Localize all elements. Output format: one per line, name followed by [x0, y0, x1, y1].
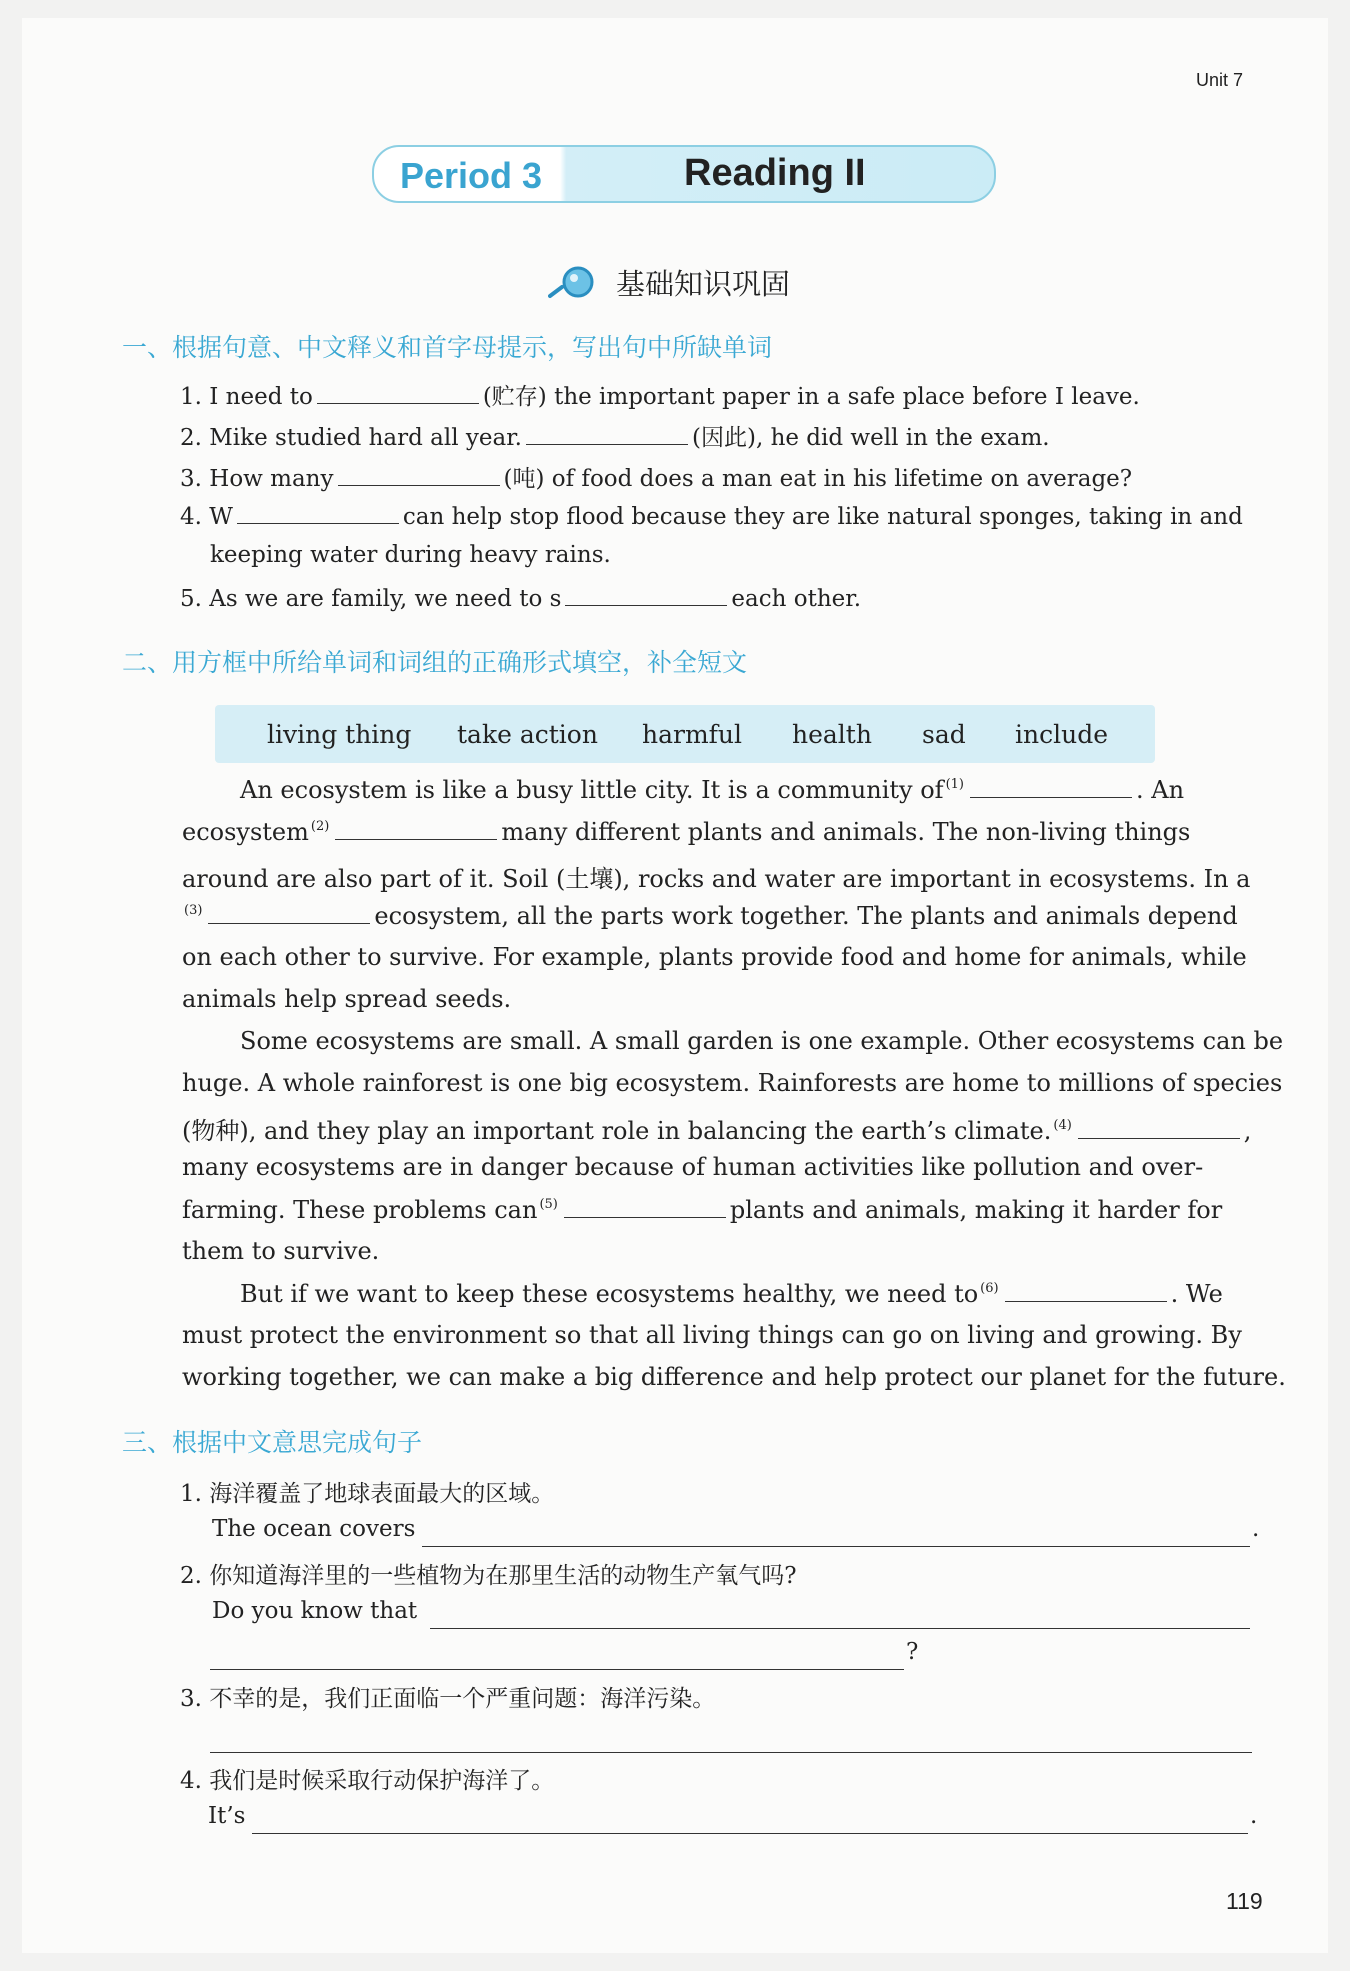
answer-blank[interactable]	[1005, 1279, 1167, 1302]
unit-label: Unit 7	[1196, 70, 1244, 90]
passage-line: Some ecosystems are small. A small garden is one example. Other ecosystems can be	[240, 1027, 1284, 1055]
word-option: sad	[922, 720, 966, 749]
period-label: Period 3	[400, 155, 543, 196]
answer-blank[interactable]	[338, 463, 500, 486]
passage-line: $^{(3)}$ ecosystem, all the parts work together. The plants and animals depend	[184, 902, 1238, 930]
part3-q3: 3. 不幸的是，我们正面临一个严重问题：海洋污染。	[180, 1686, 716, 1712]
word-box	[215, 705, 1155, 763]
magnifier-icon	[548, 264, 598, 304]
part1-item-3: 3. How many (吨) of food does a man eat in his lifetime on average?	[180, 460, 1132, 493]
answer-blank[interactable]	[335, 817, 497, 840]
reading-title: Reading II	[684, 152, 866, 194]
answer-blank[interactable]	[1078, 1116, 1240, 1139]
answer-blank[interactable]	[565, 583, 727, 606]
part2-title: 二、用方框中所给单词和词组的正确形式填空，补全短文	[122, 648, 748, 677]
word-option: harmful	[642, 720, 743, 749]
passage-line: many ecosystems are in danger because of human activities like pollution and over-	[182, 1153, 1204, 1181]
passage-line: huge. A whole rainforest is one big ecosystem. Rainforests are home to millions of species	[182, 1069, 1283, 1097]
passage-line: on each other to survive. For example, plants provide food and home for animals, while	[182, 943, 1247, 971]
answer-line[interactable]	[430, 1627, 1250, 1629]
answer-blank[interactable]	[237, 501, 399, 524]
answer-blank[interactable]	[564, 1195, 726, 1218]
answer-blank[interactable]	[970, 775, 1132, 798]
part1-item-2: 2. Mike studied hard all year. (因此), he did well in the exam.	[180, 419, 1050, 452]
part1-item-4: 4. W can help stop flood because they are like natural sponges, taking in and	[180, 501, 1243, 530]
answer-line[interactable]	[210, 1751, 1252, 1753]
part3-q2: 2. 你知道海洋里的一些植物为在那里生活的动物生产氧气吗?	[180, 1563, 797, 1589]
passage-line: farming. These problems can $^{(5)}$ plants and animals, making it harder for	[182, 1196, 1223, 1224]
part1-item-5: 5. As we are family, we need to s each other.	[180, 583, 861, 612]
part1-title: 一、根据句意、中文释义和首字母提示，写出句中所缺单词	[122, 333, 773, 362]
passage-line: (物种), and they play an important role in balancing the earth’s climate. $^{(4)}$ ,	[182, 1117, 1252, 1145]
answer-line[interactable]	[252, 1832, 1248, 1834]
word-option: include	[1015, 720, 1108, 749]
passage-line: ecosystem $^{(2)}$ many different plants and animals. The non-living things	[182, 818, 1191, 846]
question-mark: ?	[906, 1639, 919, 1665]
answer-line[interactable]	[422, 1545, 1250, 1547]
word-option: living thing	[267, 720, 412, 749]
word-option: take action	[457, 720, 598, 749]
answer-blank[interactable]	[526, 422, 688, 445]
part1-item-4-cont: keeping water during heavy rains.	[210, 542, 611, 568]
part3-q1: 1. 海洋覆盖了地球表面最大的区域。	[180, 1481, 555, 1507]
section-title: 基础知识巩固	[616, 267, 791, 301]
period-banner	[372, 145, 996, 203]
part3-q4: 4. 我们是时候采取行动保护海洋了。	[180, 1768, 555, 1794]
part3-q1-start: The ocean covers	[212, 1516, 416, 1542]
answer-line[interactable]	[210, 1668, 904, 1670]
answer-blank[interactable]	[317, 381, 479, 404]
word-option: health	[792, 720, 872, 749]
period-mark: .	[1250, 1803, 1258, 1829]
part3-q2-start: Do you know that	[212, 1598, 418, 1624]
part3-title: 三、根据中文意思完成句子	[122, 1428, 423, 1457]
passage-line: must protect the environment so that all living things can go on living and growing. By	[182, 1321, 1242, 1349]
period-mark: .	[1252, 1516, 1260, 1542]
passage-line: them to survive.	[182, 1237, 380, 1265]
passage-line: But if we want to keep these ecosystems healthy, we need to $^{(6)}$ . We	[240, 1280, 1223, 1308]
page-number: 119	[1226, 1888, 1263, 1914]
passage-line: around are also part of it. Soil (土壤), rocks and water are important in ecosystems. In a	[182, 865, 1251, 893]
part3-q4-start: It’s	[208, 1803, 246, 1829]
passage-line: animals help spread seeds.	[182, 985, 512, 1013]
answer-blank[interactable]	[208, 901, 370, 924]
passage-line: working together, we can make a big difference and help protect our planet for the future.	[182, 1363, 1286, 1391]
passage-line: An ecosystem is like a busy little city. It is a community of $^{(1)}$ . An	[240, 776, 1185, 804]
part1-item-1: 1. I need to (贮存) the important paper in a safe place before I leave.	[180, 378, 1140, 411]
